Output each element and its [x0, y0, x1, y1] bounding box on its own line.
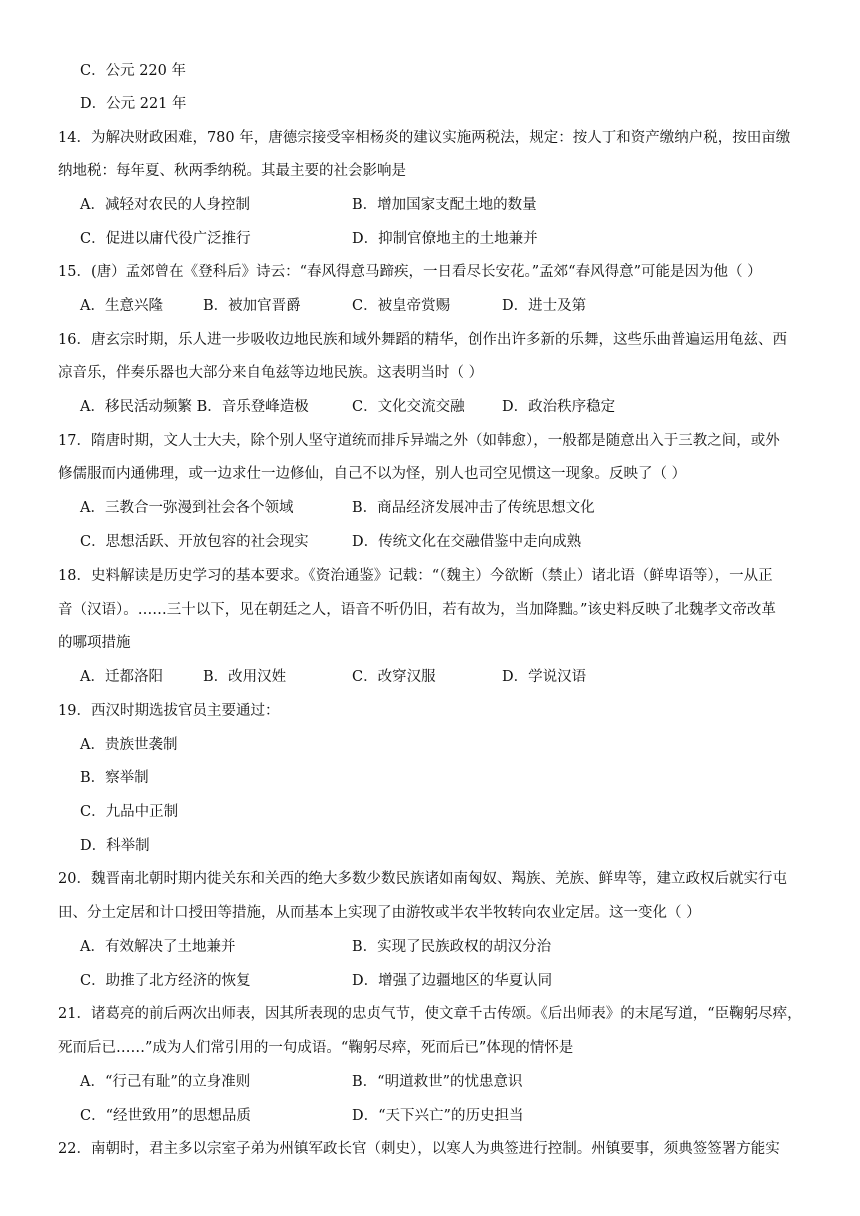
- q17-option-d[interactable]: D．传统文化在交融借鉴中走向成熟: [352, 534, 582, 550]
- q16-stem-line-1: 16．唐玄宗时期，乐人进一步吸收边地民族和域外舞蹈的精华，创作出许多新的乐舞，这些乐曲普遍运用龟兹、西: [58, 332, 787, 348]
- q18-option-c[interactable]: C．改穿汉服: [352, 669, 436, 685]
- q17-option-a[interactable]: A．三教合一弥漫到社会各个领域: [80, 500, 294, 516]
- q20-option-a[interactable]: A．有效解决了土地兼并: [80, 939, 236, 955]
- q17-option-b[interactable]: B．商品经济发展冲击了传统思想文化: [352, 500, 595, 516]
- q21-option-b[interactable]: B．“明道救世”的忧患意识: [352, 1074, 523, 1090]
- q16-option-ab[interactable]: A．移民活动频繁 B．音乐登峰造极: [80, 399, 309, 415]
- q21-option-c[interactable]: C．“经世致用”的思想品质: [80, 1108, 251, 1124]
- q15-option-c[interactable]: C．被皇帝赏赐: [352, 298, 451, 314]
- q14-option-c[interactable]: C．促进以庸代役广泛推行: [80, 231, 251, 247]
- q16-option-c[interactable]: C．文化交流交融: [352, 399, 465, 415]
- q15-option-a[interactable]: A．生意兴隆: [80, 298, 163, 314]
- q16-option-d[interactable]: D．政治秩序稳定: [502, 399, 616, 415]
- q22-stem-line-1: 22．南朝时，君主多以宗室子弟为州镇军政长官（刺史），以寒人为典签进行控制。州镇要事，须典签签署方能实: [58, 1141, 780, 1157]
- q21-option-d[interactable]: D．“天下兴亡”的历史担当: [352, 1108, 524, 1124]
- q20-option-b[interactable]: B．实现了民族政权的胡汉分治: [352, 939, 552, 955]
- q18-option-d[interactable]: D．学说汉语: [502, 669, 587, 685]
- q16-stem-line-2: 凉音乐，伴奏乐器也大部分来自龟兹等边地民族。这表明当时（ ）: [58, 365, 484, 381]
- q19-stem-line-1: 19．西汉时期选拔官员主要通过：: [58, 703, 280, 719]
- q13-option-d[interactable]: D．公元 221 年: [80, 96, 187, 112]
- q14-option-b[interactable]: B．增加国家支配土地的数量: [352, 197, 537, 213]
- q15-option-d[interactable]: D．进士及第: [502, 298, 587, 314]
- q19-option-c[interactable]: C．九品中正制: [80, 804, 179, 820]
- q18-option-b[interactable]: B．改用汉姓: [203, 669, 287, 685]
- q20-stem-line-1: 20．魏晋南北朝时期内徙关东和关西的绝大多数少数民族诸如南匈奴、羯族、羌族、鲜卑等，建立政权后就实行屯: [58, 871, 787, 887]
- q19-option-a[interactable]: A．贵族世袭制: [80, 737, 178, 753]
- q14-option-a[interactable]: A．减轻对农民的人身控制: [80, 197, 250, 213]
- q20-option-c[interactable]: C．助推了北方经济的恢复: [80, 973, 251, 989]
- q18-stem-line-1: 18．史料解读是历史学习的基本要求。《资治通鉴》记载：“（魏主）今欲断（禁止）诸北语（鲜卑语等），一从正: [58, 568, 773, 584]
- q17-option-c[interactable]: C．思想活跃、开放包容的社会现实: [80, 534, 309, 550]
- q17-stem-line-1: 17．隋唐时期，文人士大夫，除个别人坚守道统而排斥异端之外（如韩愈），一般都是随意出入于三教之间，或外: [58, 433, 780, 449]
- q21-stem-line-2: 死而后已……”成为人们常引用的一句成语。“鞠躬尽瘁，死而后已”体现的情怀是: [58, 1040, 574, 1056]
- q20-option-d[interactable]: D．增强了边疆地区的华夏认同: [352, 973, 553, 989]
- q18-stem-line-3: 的哪项措施: [58, 635, 131, 651]
- q13-option-c[interactable]: C．公元 220 年: [80, 63, 186, 79]
- q18-stem-line-2: 音（汉语）。……三十以下，见在朝廷之人，语音不听仍旧，若有故为，当加降黜。”该史料反映了北魏孝文帝改革: [58, 602, 776, 618]
- q20-stem-line-2: 田、分土定居和计口授田等措施，从而基本上实现了由游牧或半农半牧转向农业定居。这一变化（ ）: [58, 905, 701, 921]
- q17-stem-line-2: 修儒服而内通佛理，或一边求仕一边修仙，自己不以为怪，别人也司空见惯这一现象。反映了（ ）: [58, 466, 687, 482]
- q15-option-b[interactable]: B．被加官晋爵: [203, 298, 301, 314]
- q14-option-d[interactable]: D．抑制官僚地主的土地兼并: [352, 231, 538, 247]
- q18-option-a[interactable]: A．迁都洛阳: [80, 669, 163, 685]
- q21-stem-line-1: 21．诸葛亮的前后两次出师表，因其所表现的忠贞气节，使文章千古传颂。《后出师表》的末尾写道，“臣鞠躬尽瘁，: [58, 1006, 802, 1022]
- q19-option-d[interactable]: D．科举制: [80, 838, 150, 854]
- q19-option-b[interactable]: B．察举制: [80, 770, 149, 786]
- q14-stem-line-1: 14．为解决财政困难，780 年，唐德宗接受宰相杨炎的建议实施两税法，规定：按人丁和资产缴纳户税，按田亩缴: [58, 130, 791, 146]
- q21-option-a[interactable]: A．“行己有耻”的立身准则: [80, 1074, 251, 1090]
- q14-stem-line-2: 纳地税：每年夏、秋两季纳税。其最主要的社会影响是: [58, 163, 406, 179]
- q15-stem-line-1: 15．(唐）孟郊曾在《登科后》诗云：“春风得意马蹄疾，一日看尽长安花。”孟郊“春风得意”可能是因为他（ ）: [58, 264, 762, 280]
